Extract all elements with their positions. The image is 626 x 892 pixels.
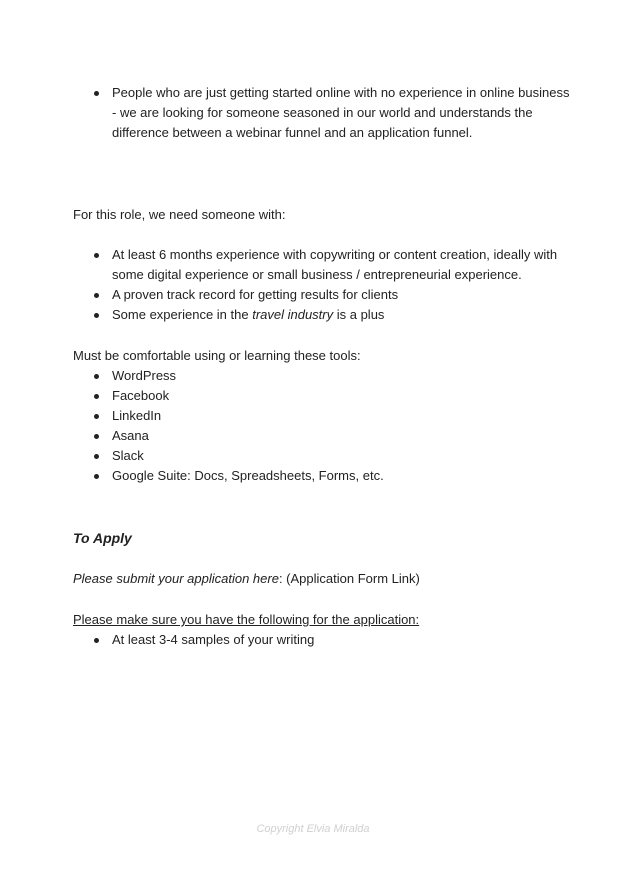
list-item: [73, 386, 573, 406]
role-intro: For this role, we need someone with:: [73, 207, 286, 222]
bullet-icon: [94, 313, 99, 318]
list-item-text: Slack: [112, 448, 144, 463]
tools-list: [73, 366, 573, 486]
bullet-icon: [94, 253, 99, 258]
list-item-text: A proven track record for getting results for clients: [112, 287, 399, 302]
bullet-icon: [94, 374, 99, 379]
list-item-text: People who are just getting started online with no experience in online business - we are looking for someone seasoned in our world and understands the difference between a webinar funnel and an application funnel.: [112, 85, 570, 140]
requirements-title: Please make sure you have the following for the application:: [73, 612, 420, 627]
bullet-icon: [94, 454, 99, 459]
tools-intro: Must be comfortable using or learning these tools:: [73, 348, 361, 363]
list-item-emphasis: travel industry: [252, 307, 334, 322]
bullet-icon: [94, 414, 99, 419]
application-requirements-list: [73, 630, 573, 650]
list-item: [73, 466, 573, 486]
list-item-text-end: is a plus: [333, 307, 385, 322]
list-item: [73, 245, 573, 285]
copyright-footer: Copyright Elvia Miralda: [256, 823, 370, 835]
list-item: [73, 446, 573, 466]
bullet-icon: [94, 434, 99, 439]
list-item-text: Google Suite: Docs, Spreadsheets, Forms, etc.: [112, 468, 384, 483]
submit-instruction: [73, 569, 420, 589]
bullet-icon: [94, 474, 99, 479]
bullet-icon: [94, 638, 99, 643]
submit-instruction-italic: Please submit your application here: [73, 571, 279, 586]
role-requirements-list: [73, 245, 573, 325]
application-form-link[interactable]: : (Application Form Link): [278, 571, 420, 586]
list-item-text: WordPress: [112, 368, 177, 383]
list-item: [73, 83, 573, 143]
list-item-text: LinkedIn: [112, 408, 162, 423]
list-item-text: Asana: [112, 428, 149, 443]
experience-exclusion-list: [73, 83, 573, 143]
bullet-icon: [94, 91, 99, 96]
apply-heading: To Apply: [73, 530, 132, 546]
list-item-text: Facebook: [112, 388, 170, 403]
list-item: [73, 406, 573, 426]
list-item-text: At least 6 months experience with copywriting or content creation, ideally with some digital experience or small business / entrepreneurial experience.: [112, 247, 558, 282]
bullet-icon: [94, 293, 99, 298]
list-item: [73, 630, 573, 650]
list-item: [73, 305, 573, 325]
list-item: [73, 285, 573, 305]
list-item: [73, 426, 573, 446]
list-item-text-start: Some experience in the: [112, 307, 253, 322]
bullet-icon: [94, 394, 99, 399]
list-item-text: At least 3-4 samples of your writing: [112, 632, 315, 647]
list-item: [73, 366, 573, 386]
